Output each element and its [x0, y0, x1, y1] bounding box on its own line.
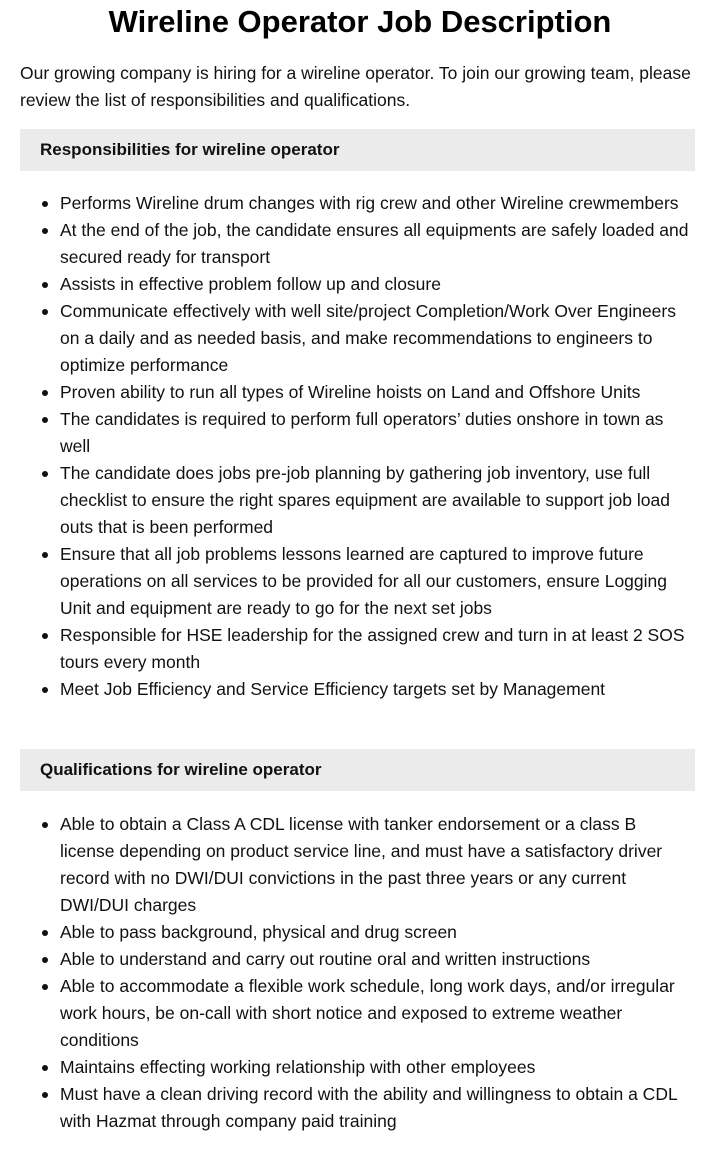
- responsibilities-heading: Responsibilities for wireline operator: [20, 129, 695, 171]
- qualification-item: Maintains effecting working relationship with other employees: [60, 1054, 695, 1081]
- responsibility-item: Meet Job Efficiency and Service Efficiency targets set by Management: [60, 676, 695, 703]
- responsibility-item: The candidate does jobs pre-job planning by gathering job inventory, use full checklist to ensure the right spares equipment are available to support job load outs that is been performed: [60, 460, 695, 541]
- responsibility-item: Communicate effectively with well site/project Completion/Work Over Engineers on a daily and as needed basis, and make recommendations to engineers to optimize performance: [60, 298, 695, 379]
- page-title: Wireline Operator Job Description: [108, 4, 612, 39]
- responsibility-item: Ensure that all job problems lessons learned are captured to improve future operations on all services to be provided for all our customers, ensure Logging Unit and equipment are ready to go for the next set jobs: [60, 541, 695, 622]
- qualification-item: Able to pass background, physical and drug screen: [60, 919, 695, 946]
- qualification-item: Must have a clean driving record with the ability and willingness to obtain a CDL with Hazmat through company paid training: [60, 1081, 695, 1135]
- responsibility-item: Responsible for HSE leadership for the assigned crew and turn in at least 2 SOS tours every month: [60, 622, 695, 676]
- qualification-item: Able to understand and carry out routine oral and written instructions: [60, 946, 695, 973]
- qualifications-list: [20, 811, 695, 1135]
- intro-paragraph: Our growing company is hiring for a wireline operator. To join our growing team, please review the list of responsibilities and qualifications.: [20, 63, 691, 110]
- qualification-item: Able to obtain a Class A CDL license with tanker endorsement or a class B license depending on product service line, and must have a satisfactory driver record with no DWI/DUI convictions in the past three years or any current DWI/DUI charges: [60, 811, 695, 919]
- qualifications-heading: Qualifications for wireline operator: [20, 749, 695, 791]
- responsibility-item: The candidates is required to perform full operators’ duties onshore in town as well: [60, 406, 695, 460]
- responsibility-item: Assists in effective problem follow up and closure: [60, 271, 695, 298]
- responsibility-item: Proven ability to run all types of Wireline hoists on Land and Offshore Units: [60, 379, 695, 406]
- responsibility-item: At the end of the job, the candidate ensures all equipments are safely loaded and secured ready for transport: [60, 217, 695, 271]
- responsibilities-list: [20, 190, 695, 703]
- responsibility-item: Performs Wireline drum changes with rig crew and other Wireline crewmembers: [60, 190, 695, 217]
- qualification-item: Able to accommodate a flexible work schedule, long work days, and/or irregular work hours, be on-call with short notice and exposed to extreme weather conditions: [60, 973, 695, 1054]
